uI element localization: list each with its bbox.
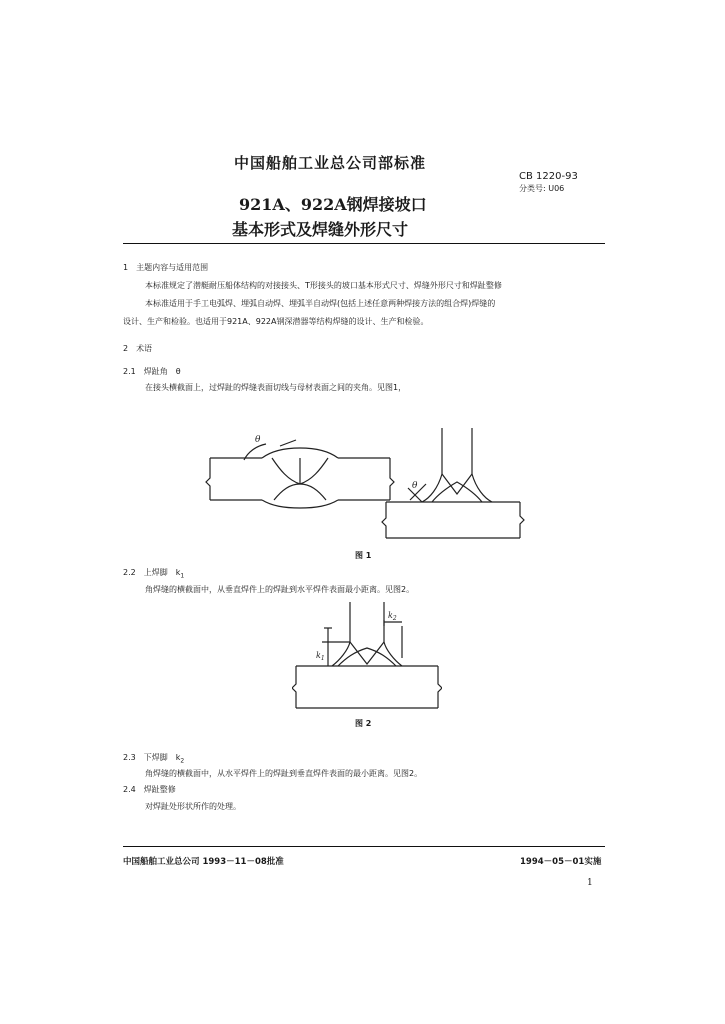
section-1-paragraph-2: 本标准适用于手工电弧焊、埋弧自动焊、埋弧半自动焊(包括上述任意两种焊接方法的组合焊)焊缝的	[145, 299, 496, 308]
section-2-2-subscript: 1	[180, 572, 185, 580]
document-title-line2: 基本形式及焊缝外形尺寸	[232, 220, 409, 239]
footer-rule	[123, 846, 605, 847]
fig1-theta-label-b: θ	[412, 481, 418, 491]
standard-code: CB 1220-93	[519, 171, 578, 182]
section-2-3-subscript: 2	[180, 757, 185, 765]
section-2-1-body: 在接头横截面上，过焊趾的焊缝表面切线与母材表面之间的夹角。见图1，	[145, 383, 407, 392]
fig1-theta-label-a: θ	[255, 435, 261, 445]
figure-1-caption: 图 1	[355, 551, 372, 560]
document-title-line1: 921A、922A钢焊接坡口	[239, 195, 427, 214]
header-rule	[123, 243, 605, 244]
figure-2-fillet-weld	[292, 598, 442, 712]
figure-2-caption: 图 2	[355, 719, 372, 728]
section-2-2-heading	[123, 567, 184, 580]
section-2-1-heading: 2.1 焊趾角 θ	[123, 367, 181, 376]
effective-date: 1994－05－01实施	[520, 857, 602, 867]
section-2-2-body: 角焊缝的横截面中，从垂直焊件上的焊趾到水平焊件表面最小距离。见图2。	[145, 585, 415, 594]
section-2-4-body: 对焊趾处形状所作的处理。	[145, 802, 241, 811]
section-1-paragraph-2-cont: 设计、生产和检验。也适用于921A、922A钢深潜器等结构焊缝的设计、生产和检验。	[123, 317, 429, 326]
section-1-paragraph-1: 本标准规定了潜艇耐压船体结构的对接接头、T形接头的坡口基本形式尺寸、焊缝外形尺寸和焊趾整修	[145, 281, 502, 290]
section-2-2-heading-text: 2.2 上焊脚 k	[123, 568, 181, 577]
fig2-k2-label: $k_2$	[388, 611, 397, 622]
classification-code: 分类号: U06	[519, 184, 565, 193]
figure-1-butt-and-t-joint	[200, 422, 530, 542]
section-2-3-body: 角焊缝的横截面中，从水平焊件上的焊趾到垂直焊件表面的最小距离。见图2。	[145, 769, 423, 778]
section-1-heading: 1 主题内容与适用范围	[123, 263, 209, 272]
page-number: 1	[587, 878, 593, 888]
section-2-heading: 2 术语	[123, 344, 153, 353]
section-2-3-heading	[123, 752, 184, 765]
approval-statement: 中国船舶工业总公司 1993－11－08批准	[123, 857, 284, 867]
issuing-organization: 中国船舶工业总公司部标准	[234, 154, 427, 172]
section-2-3-heading-text: 2.3 下焊脚 k	[123, 753, 181, 762]
section-2-4-heading: 2.4 焊趾整修	[123, 785, 176, 794]
fig2-k1-label: $k_1$	[316, 651, 325, 662]
